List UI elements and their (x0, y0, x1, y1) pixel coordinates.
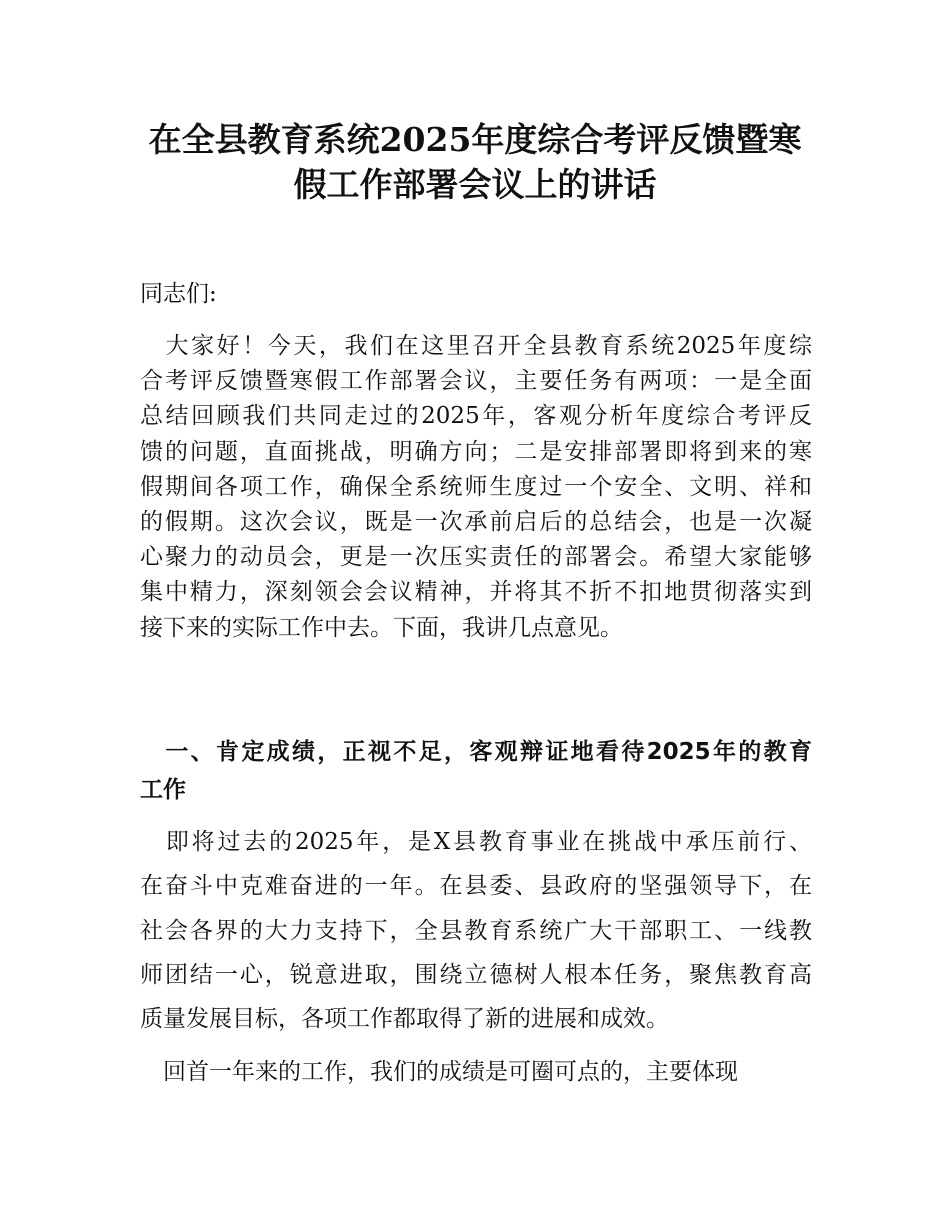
text-line: 工作 (140, 777, 186, 803)
text-line: 假期间各项工作，确保全系统师生度过一个安全、文明、祥和 (140, 473, 812, 500)
document-title-line-1: 在全县教育系统2025年度综合考评反馈暨寒 (148, 120, 802, 159)
text-line: 社会各界的大力支持下，全县教育系统广大干部职工、一线教 (140, 917, 812, 944)
text-line: 在奋斗中克难奋进的一年。在县委、县政府的坚强领导下，在 (140, 873, 812, 900)
text-line: 即将过去的2025年，是X县教育事业在挑战中承压前行、 (140, 829, 812, 855)
text-line: 回首一年来的工作，我们的成绩是可圈可点的，主要体现 (140, 1059, 738, 1085)
text-line: 质量发展目标，各项工作都取得了新的进展和成效。 (140, 1006, 669, 1033)
document-title-line-2: 假工作部署会议上的讲话 (293, 165, 657, 204)
salutation: 同志们: (140, 281, 217, 307)
text-line: 总结回顾我们共同走过的2025年，客观分析年度综合考评反 (140, 403, 812, 430)
text-line: 集中精力，深刻领会会议精神，并将其不折不扣地贯彻落实到 (140, 579, 812, 606)
text-line: 心聚力的动员会，更是一次压实责任的部署会。希望大家能够 (140, 544, 812, 571)
text-line: 大家好！今天，我们在这里召开全县教育系统2025年度综 (140, 333, 812, 359)
text-line: 的假期。这次会议，既是一次承前启后的总结会，也是一次凝 (140, 509, 812, 535)
text-line: 接下来的实际工作中去。下面，我讲几点意见。 (140, 614, 623, 641)
text-line: 师团结一心，锐意进取，围绕立德树人根本任务，聚焦教育高 (140, 961, 812, 988)
text-line: 合考评反馈暨寒假工作部署会议，主要任务有两项：一是全面 (140, 368, 812, 395)
text-line: 馈的问题，直面挑战，明确方向；二是安排部署即将到来的寒 (140, 438, 812, 465)
text-line: 一、肯定成绩，正视不足，客观辩证地看待2025年的教育 (140, 739, 812, 765)
